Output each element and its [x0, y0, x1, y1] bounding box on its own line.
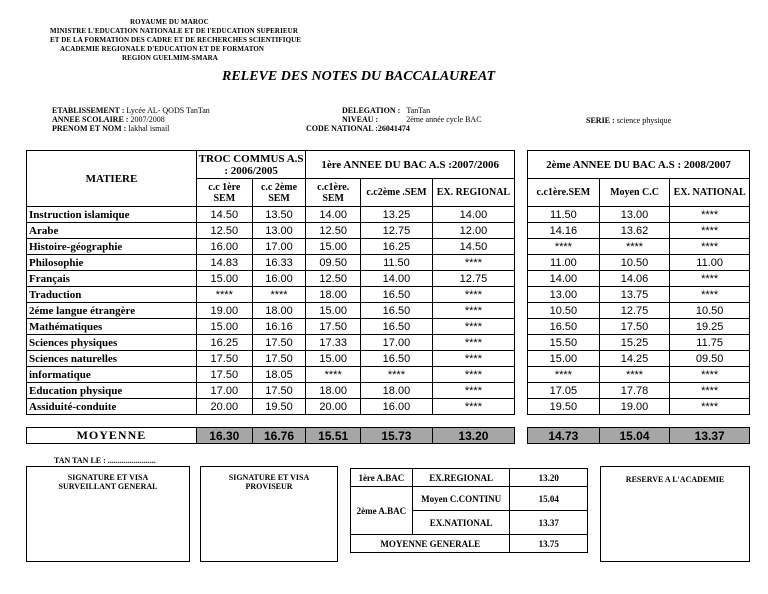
grade-cell: 14.83: [196, 255, 252, 271]
grade-cell: ****: [252, 287, 306, 303]
table-row: [528, 223, 750, 239]
group-first-bac: 1ère ANNEE DU BAC A.S :2007/2006: [306, 151, 515, 179]
grade-cell: 14.16: [528, 223, 600, 239]
subject-name: 2éme langue étrangère: [27, 303, 197, 319]
page-title: RELEVE DES NOTES DU BACCALAUREAT: [222, 69, 496, 84]
grade-cell: 13.00: [599, 207, 670, 223]
serie-label: SERIE :: [586, 116, 615, 125]
deleg-value: TanTan: [406, 106, 431, 115]
grade-cell: 14.00: [306, 207, 361, 223]
moyenne-value: 16.76: [252, 428, 306, 444]
grade-cell: ****: [432, 399, 514, 415]
grade-cell: ****: [361, 367, 433, 383]
table-row: [528, 319, 750, 335]
subject-name: Français: [27, 271, 197, 287]
annee-value: 2007/2008: [130, 115, 165, 124]
grade-cell: 16.50: [361, 319, 433, 335]
second-year-body: [528, 207, 750, 415]
signature-proviseur-label: SIGNATURE ET VISA PROVISEUR: [228, 473, 310, 491]
table-row: [528, 255, 750, 271]
serie-block: [586, 116, 671, 125]
grade-cell: 13.62: [599, 223, 670, 239]
subject-name: Histoire-géographie: [27, 239, 197, 255]
grade-cell: ****: [599, 367, 670, 383]
info-block: [52, 106, 210, 133]
header-line: ROYAUME DU MAROC: [130, 18, 209, 26]
table-row: [27, 351, 515, 367]
table-row: [528, 383, 750, 399]
grade-cell: 15.25: [599, 335, 670, 351]
grade-cell: 14.00: [361, 271, 433, 287]
grade-cell: 13.50: [252, 207, 306, 223]
grade-cell: 12.50: [196, 223, 252, 239]
grade-cell: 18.00: [306, 287, 361, 303]
col-header: c.c 1ère SEM: [196, 179, 252, 207]
second-bac-label: 2ème A.BAC: [351, 487, 413, 535]
grade-cell: ****: [670, 367, 750, 383]
grade-cell: ****: [432, 383, 514, 399]
table-row: [27, 223, 515, 239]
grade-cell: 13.25: [361, 207, 433, 223]
table-row: [27, 335, 515, 351]
table-row: [528, 287, 750, 303]
grade-cell: 12.75: [599, 303, 670, 319]
table-row: [528, 239, 750, 255]
group-troc-commun: TROC COMMUS A.S : 2006/2005: [196, 151, 305, 179]
header-line: ET DE LA FORMATION DES CADRE ET DE RECHERCHES SCIENTIFIQUE: [50, 36, 302, 44]
grade-cell: 14.00: [528, 271, 600, 287]
subject-name: Sciences naturelles: [27, 351, 197, 367]
grade-cell: 15.00: [306, 351, 361, 367]
grade-cell: 09.50: [670, 351, 750, 367]
grade-cell: 11.50: [361, 255, 433, 271]
grade-cell: 17.33: [306, 335, 361, 351]
table-row: [27, 271, 515, 287]
ex-national-value: 13.37: [510, 511, 588, 535]
subject-name: Traduction: [27, 287, 197, 303]
grade-cell: 19.50: [528, 399, 600, 415]
moyenne-table-right: [527, 427, 750, 444]
grade-cell: 16.00: [361, 399, 433, 415]
table-row: [27, 207, 515, 223]
grade-cell: 12.50: [306, 271, 361, 287]
deleg-label: DELEGATION :: [342, 106, 401, 115]
grade-cell: 15.00: [196, 319, 252, 335]
grade-cell: 16.50: [361, 351, 433, 367]
grade-cell: 15.00: [306, 303, 361, 319]
grade-cell: ****: [432, 303, 514, 319]
moyen-cc-label: Moyen C.CONTINU: [412, 487, 510, 511]
grade-cell: 17.50: [196, 367, 252, 383]
table-row: [27, 303, 515, 319]
table-row: [27, 383, 515, 399]
grade-cell: 17.50: [196, 351, 252, 367]
moyenne-value: 13.37: [670, 428, 750, 444]
table-row: [27, 239, 515, 255]
grade-cell: ****: [599, 239, 670, 255]
table-row: [27, 367, 515, 383]
table-row: [27, 287, 515, 303]
signature-proviseur-box: [200, 466, 338, 562]
ex-regional-value: 13.20: [510, 469, 588, 487]
grade-cell: 17.05: [528, 383, 600, 399]
grade-cell: ****: [196, 287, 252, 303]
subject-name: Sciences physiques: [27, 335, 197, 351]
grade-cell: 11.50: [528, 207, 600, 223]
header-line: REGION GUELMIM-SMARA: [122, 54, 218, 62]
grade-cell: 16.00: [196, 239, 252, 255]
grade-cell: 16.50: [361, 287, 433, 303]
grade-cell: ****: [670, 223, 750, 239]
table-row: [528, 303, 750, 319]
ex-regional-label: EX.REGIONAL: [412, 469, 510, 487]
moyen-cc-value: 15.04: [510, 487, 588, 511]
serie-value: science physique: [616, 116, 672, 125]
subject-name: Arabe: [27, 223, 197, 239]
niveau-value: 2ème année cycle BAC: [406, 115, 482, 124]
grade-cell: 12.00: [432, 223, 514, 239]
reserve-academie-box: [600, 466, 750, 562]
moyenne-table: [26, 427, 515, 444]
table-row: [528, 207, 750, 223]
subject-name: informatique: [27, 367, 197, 383]
subject-name: Assiduité-conduite: [27, 399, 197, 415]
grade-cell: 18.00: [306, 383, 361, 399]
grade-cell: ****: [528, 367, 600, 383]
nom-value: lakhal ismail: [128, 124, 170, 133]
grade-cell: ****: [670, 271, 750, 287]
grade-cell: ****: [432, 255, 514, 271]
grade-cell: 13.00: [528, 287, 600, 303]
moyenne-label: MOYENNE: [27, 428, 197, 444]
grade-cell: 15.00: [196, 271, 252, 287]
grade-cell: ****: [528, 239, 600, 255]
table-row: [528, 367, 750, 383]
grade-cell: 15.00: [306, 239, 361, 255]
grade-cell: 12.50: [306, 223, 361, 239]
grade-cell: 18.00: [252, 303, 306, 319]
grade-cell: 15.00: [528, 351, 600, 367]
code-label: CODE NATIONAL :: [306, 124, 378, 133]
grade-cell: ****: [432, 367, 514, 383]
grade-cell: 17.50: [599, 319, 670, 335]
grade-cell: 17.00: [361, 335, 433, 351]
etab-value: Lycée AL- QODS TanTan: [126, 106, 210, 115]
grades-body: [27, 207, 515, 415]
grade-cell: ****: [432, 319, 514, 335]
table-row: [27, 255, 515, 271]
grade-cell: 17.00: [252, 239, 306, 255]
grade-cell: ****: [670, 287, 750, 303]
grade-cell: 19.00: [196, 303, 252, 319]
grade-cell: 17.50: [252, 383, 306, 399]
grade-cell: 10.50: [599, 255, 670, 271]
grade-cell: 13.00: [252, 223, 306, 239]
table-row: [528, 351, 750, 367]
tantan-le: TAN TAN LE : ........................: [54, 456, 156, 465]
grade-cell: ****: [670, 239, 750, 255]
header-line: MINISTRE L'EDUCATION NATIONALE ET DE l'EDUCATION SUPERIEUR: [50, 27, 298, 35]
grade-cell: 19.25: [670, 319, 750, 335]
moyenne-generale-label: MOYENNE GENERALE: [351, 535, 510, 553]
col-header: c.c 2ème SEM: [252, 179, 306, 207]
grade-cell: 13.75: [599, 287, 670, 303]
grade-cell: 18.00: [361, 383, 433, 399]
subject-name: Instruction islamique: [27, 207, 197, 223]
grade-cell: 10.50: [670, 303, 750, 319]
second-year-table: [527, 150, 750, 415]
grade-cell: 14.50: [432, 239, 514, 255]
moyenne-value: 15.73: [361, 428, 433, 444]
etab-label: ETABLISSEMENT :: [52, 106, 125, 115]
col-header: c.c2ème .SEM: [361, 179, 433, 207]
grade-cell: 16.50: [528, 319, 600, 335]
grades-table: [26, 150, 515, 415]
col-header: EX. NATIONAL: [670, 179, 750, 207]
table-row: [528, 335, 750, 351]
matiere-header: MATIERE: [27, 151, 197, 207]
grade-cell: 14.50: [196, 207, 252, 223]
first-bac-label: 1ère A.BAC: [351, 469, 413, 487]
table-row: [27, 399, 515, 415]
grade-cell: 12.75: [361, 223, 433, 239]
moyenne-value: 14.73: [528, 428, 600, 444]
grade-cell: 11.00: [528, 255, 600, 271]
grade-cell: 11.00: [670, 255, 750, 271]
grade-cell: ****: [306, 367, 361, 383]
moyenne-value: 15.04: [599, 428, 670, 444]
col-header: c.c1ère.SEM: [528, 179, 600, 207]
grade-cell: 16.25: [361, 239, 433, 255]
code-value: 26041474: [377, 124, 410, 133]
grade-cell: 14.00: [432, 207, 514, 223]
col-header: c.c1ère. SEM: [306, 179, 361, 207]
grade-cell: 17.50: [252, 351, 306, 367]
nom-label: PRENOM ET NOM :: [52, 124, 127, 133]
table-row: [528, 399, 750, 415]
table-row: [528, 271, 750, 287]
subject-name: Mathématiques: [27, 319, 197, 335]
signature-surveillant-label: SIGNATURE ET VISA SURVEILLANT GENERAL: [58, 473, 158, 491]
grade-cell: 16.16: [252, 319, 306, 335]
header-line: ACADEMIE REGIONALE D'EDUCATION ET DE FORMATON: [60, 45, 265, 53]
summary-table: [350, 468, 588, 553]
grade-cell: 20.00: [306, 399, 361, 415]
grade-cell: 16.25: [196, 335, 252, 351]
grade-cell: 16.33: [252, 255, 306, 271]
grade-cell: 10.50: [528, 303, 600, 319]
grade-cell: 17.50: [306, 319, 361, 335]
grade-cell: 14.25: [599, 351, 670, 367]
moyenne-value: 16.30: [196, 428, 252, 444]
grade-cell: 15.50: [528, 335, 600, 351]
table-row: [27, 319, 515, 335]
grade-cell: 11.75: [670, 335, 750, 351]
signature-surveillant-box: [26, 466, 190, 562]
grade-cell: ****: [432, 335, 514, 351]
grade-cell: ****: [670, 207, 750, 223]
grade-cell: 12.75: [432, 271, 514, 287]
moyenne-generale-value: 13.75: [510, 535, 588, 553]
ex-national-label: EX.NATIONAL: [412, 511, 510, 535]
grade-cell: 14.06: [599, 271, 670, 287]
grade-cell: 19.50: [252, 399, 306, 415]
grade-cell: ****: [670, 383, 750, 399]
grade-cell: ****: [670, 399, 750, 415]
grade-cell: ****: [432, 351, 514, 367]
grade-cell: 19.00: [599, 399, 670, 415]
grade-cell: 20.00: [196, 399, 252, 415]
moyenne-value: 13.20: [432, 428, 514, 444]
moyenne-value: 15.51: [306, 428, 361, 444]
subject-name: Education physique: [27, 383, 197, 399]
col-header: Moyen C.C: [599, 179, 670, 207]
grade-cell: 09.50: [306, 255, 361, 271]
group-second-bac: 2ème ANNEE DU BAC A.S : 2008/2007: [528, 151, 750, 179]
grade-cell: 16.00: [252, 271, 306, 287]
grade-cell: 16.50: [361, 303, 433, 319]
niveau-label: NIVEAU :: [342, 115, 379, 124]
col-header: EX. REGIONAL: [432, 179, 514, 207]
grade-cell: 17.78: [599, 383, 670, 399]
grade-cell: 18.05: [252, 367, 306, 383]
ministry-header: [50, 18, 340, 63]
info-block-mid: [306, 106, 482, 133]
grade-cell: 17.50: [252, 335, 306, 351]
reserve-academie-label: RESERVE A L'ACADEMIE: [625, 475, 725, 484]
grade-cell: 17.00: [196, 383, 252, 399]
annee-label: ANNEE SCOLAIRE :: [52, 115, 129, 124]
subject-name: Philosophie: [27, 255, 197, 271]
grade-cell: ****: [432, 287, 514, 303]
